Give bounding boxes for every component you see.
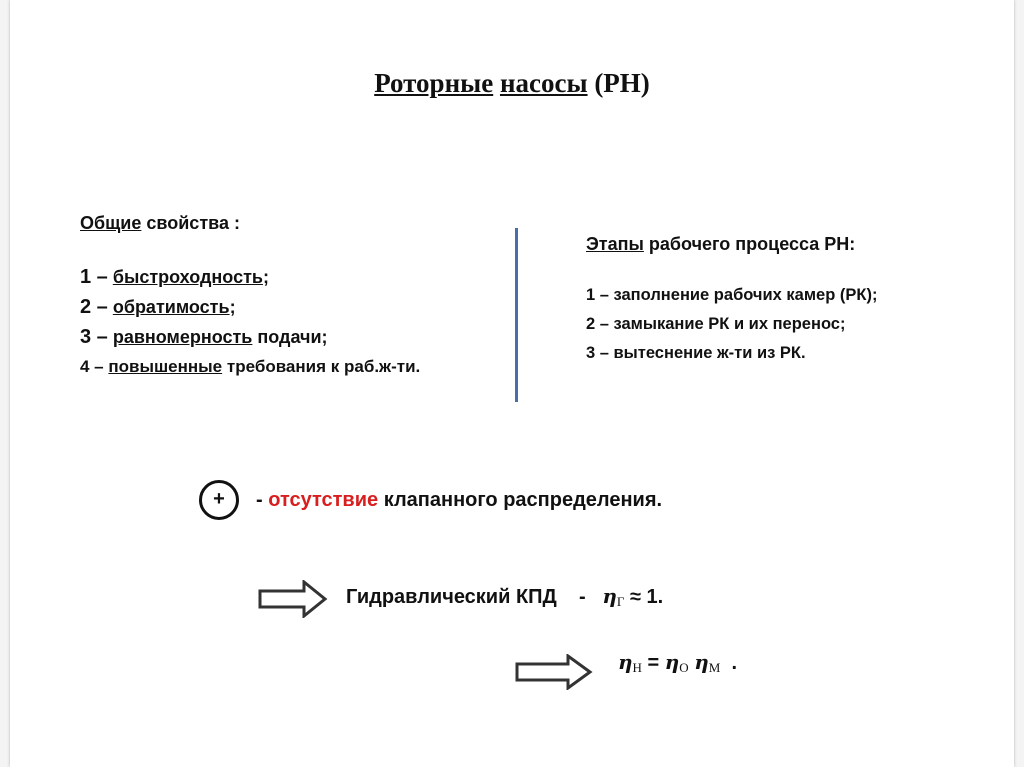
- eta-subscript: М: [708, 660, 721, 675]
- efficiency-formula: [618, 650, 737, 676]
- stage-item: 3 – вытеснение ж-ти из РК.: [586, 344, 806, 362]
- advantage-highlight: отсутствие: [268, 489, 379, 511]
- eta-symbol: η: [664, 650, 680, 674]
- property-rest: ;: [229, 297, 236, 317]
- general-properties: [80, 213, 420, 382]
- property-item: [80, 292, 420, 322]
- hydraulic-efficiency: [346, 584, 663, 610]
- stage-item: 1 – заполнение рабочих камер (РК);: [586, 286, 878, 304]
- eta-subscript: Н: [632, 660, 642, 675]
- properties-heading: [80, 213, 420, 234]
- title-word-2: насосы: [499, 68, 588, 98]
- property-number: 1 –: [80, 266, 108, 288]
- property-item: [80, 262, 420, 292]
- slide: [10, 0, 1014, 767]
- kpd-dash: -: [579, 586, 586, 608]
- property-number: 4 –: [80, 357, 104, 376]
- property-term: равномерность: [112, 327, 253, 347]
- advantage-rest: клапанного распределения.: [383, 489, 663, 511]
- eta-symbol: η: [618, 650, 633, 674]
- eta-symbol: η: [694, 650, 709, 674]
- properties-heading-underlined: Общие: [80, 213, 142, 233]
- plus-icon: +: [199, 480, 239, 520]
- kpd-relation: ≈ 1.: [629, 586, 664, 608]
- property-term: быстроходность: [112, 267, 263, 287]
- eta-symbol: η: [602, 584, 617, 608]
- right-arrow-icon: [515, 654, 593, 690]
- page-title: [10, 68, 1014, 99]
- title-word-1: Роторные: [374, 68, 494, 98]
- formula-end: .: [731, 652, 738, 674]
- column-divider: [515, 228, 518, 402]
- stages-heading-underlined: Этапы: [586, 234, 644, 254]
- property-number: 2 –: [80, 296, 108, 318]
- advantage-line: [256, 489, 662, 512]
- stages-heading-rest: рабочего процесса РН:: [648, 234, 856, 254]
- property-number: 3 –: [80, 326, 108, 348]
- kpd-label: Гидравлический КПД: [346, 586, 557, 608]
- property-item: [80, 352, 420, 382]
- properties-heading-rest: свойства :: [146, 213, 240, 233]
- work-stages: [586, 234, 877, 368]
- title-word-3: (РН): [594, 68, 650, 98]
- property-rest: требования к раб.ж-ти.: [226, 357, 421, 376]
- property-term: повышенные: [108, 357, 223, 376]
- stages-heading: [586, 234, 877, 255]
- stage-item: 2 – замыкание РК и их перенос;: [586, 315, 846, 333]
- advantage-dash: -: [256, 489, 263, 511]
- eta-subscript: Г: [616, 594, 625, 609]
- property-rest: ;: [262, 267, 269, 287]
- property-item: [80, 322, 420, 352]
- property-rest: подачи;: [257, 327, 328, 347]
- equals-sign: =: [647, 652, 660, 674]
- property-term: обратимость: [112, 297, 230, 317]
- right-arrow-icon: [258, 580, 328, 618]
- eta-subscript: О: [679, 660, 689, 675]
